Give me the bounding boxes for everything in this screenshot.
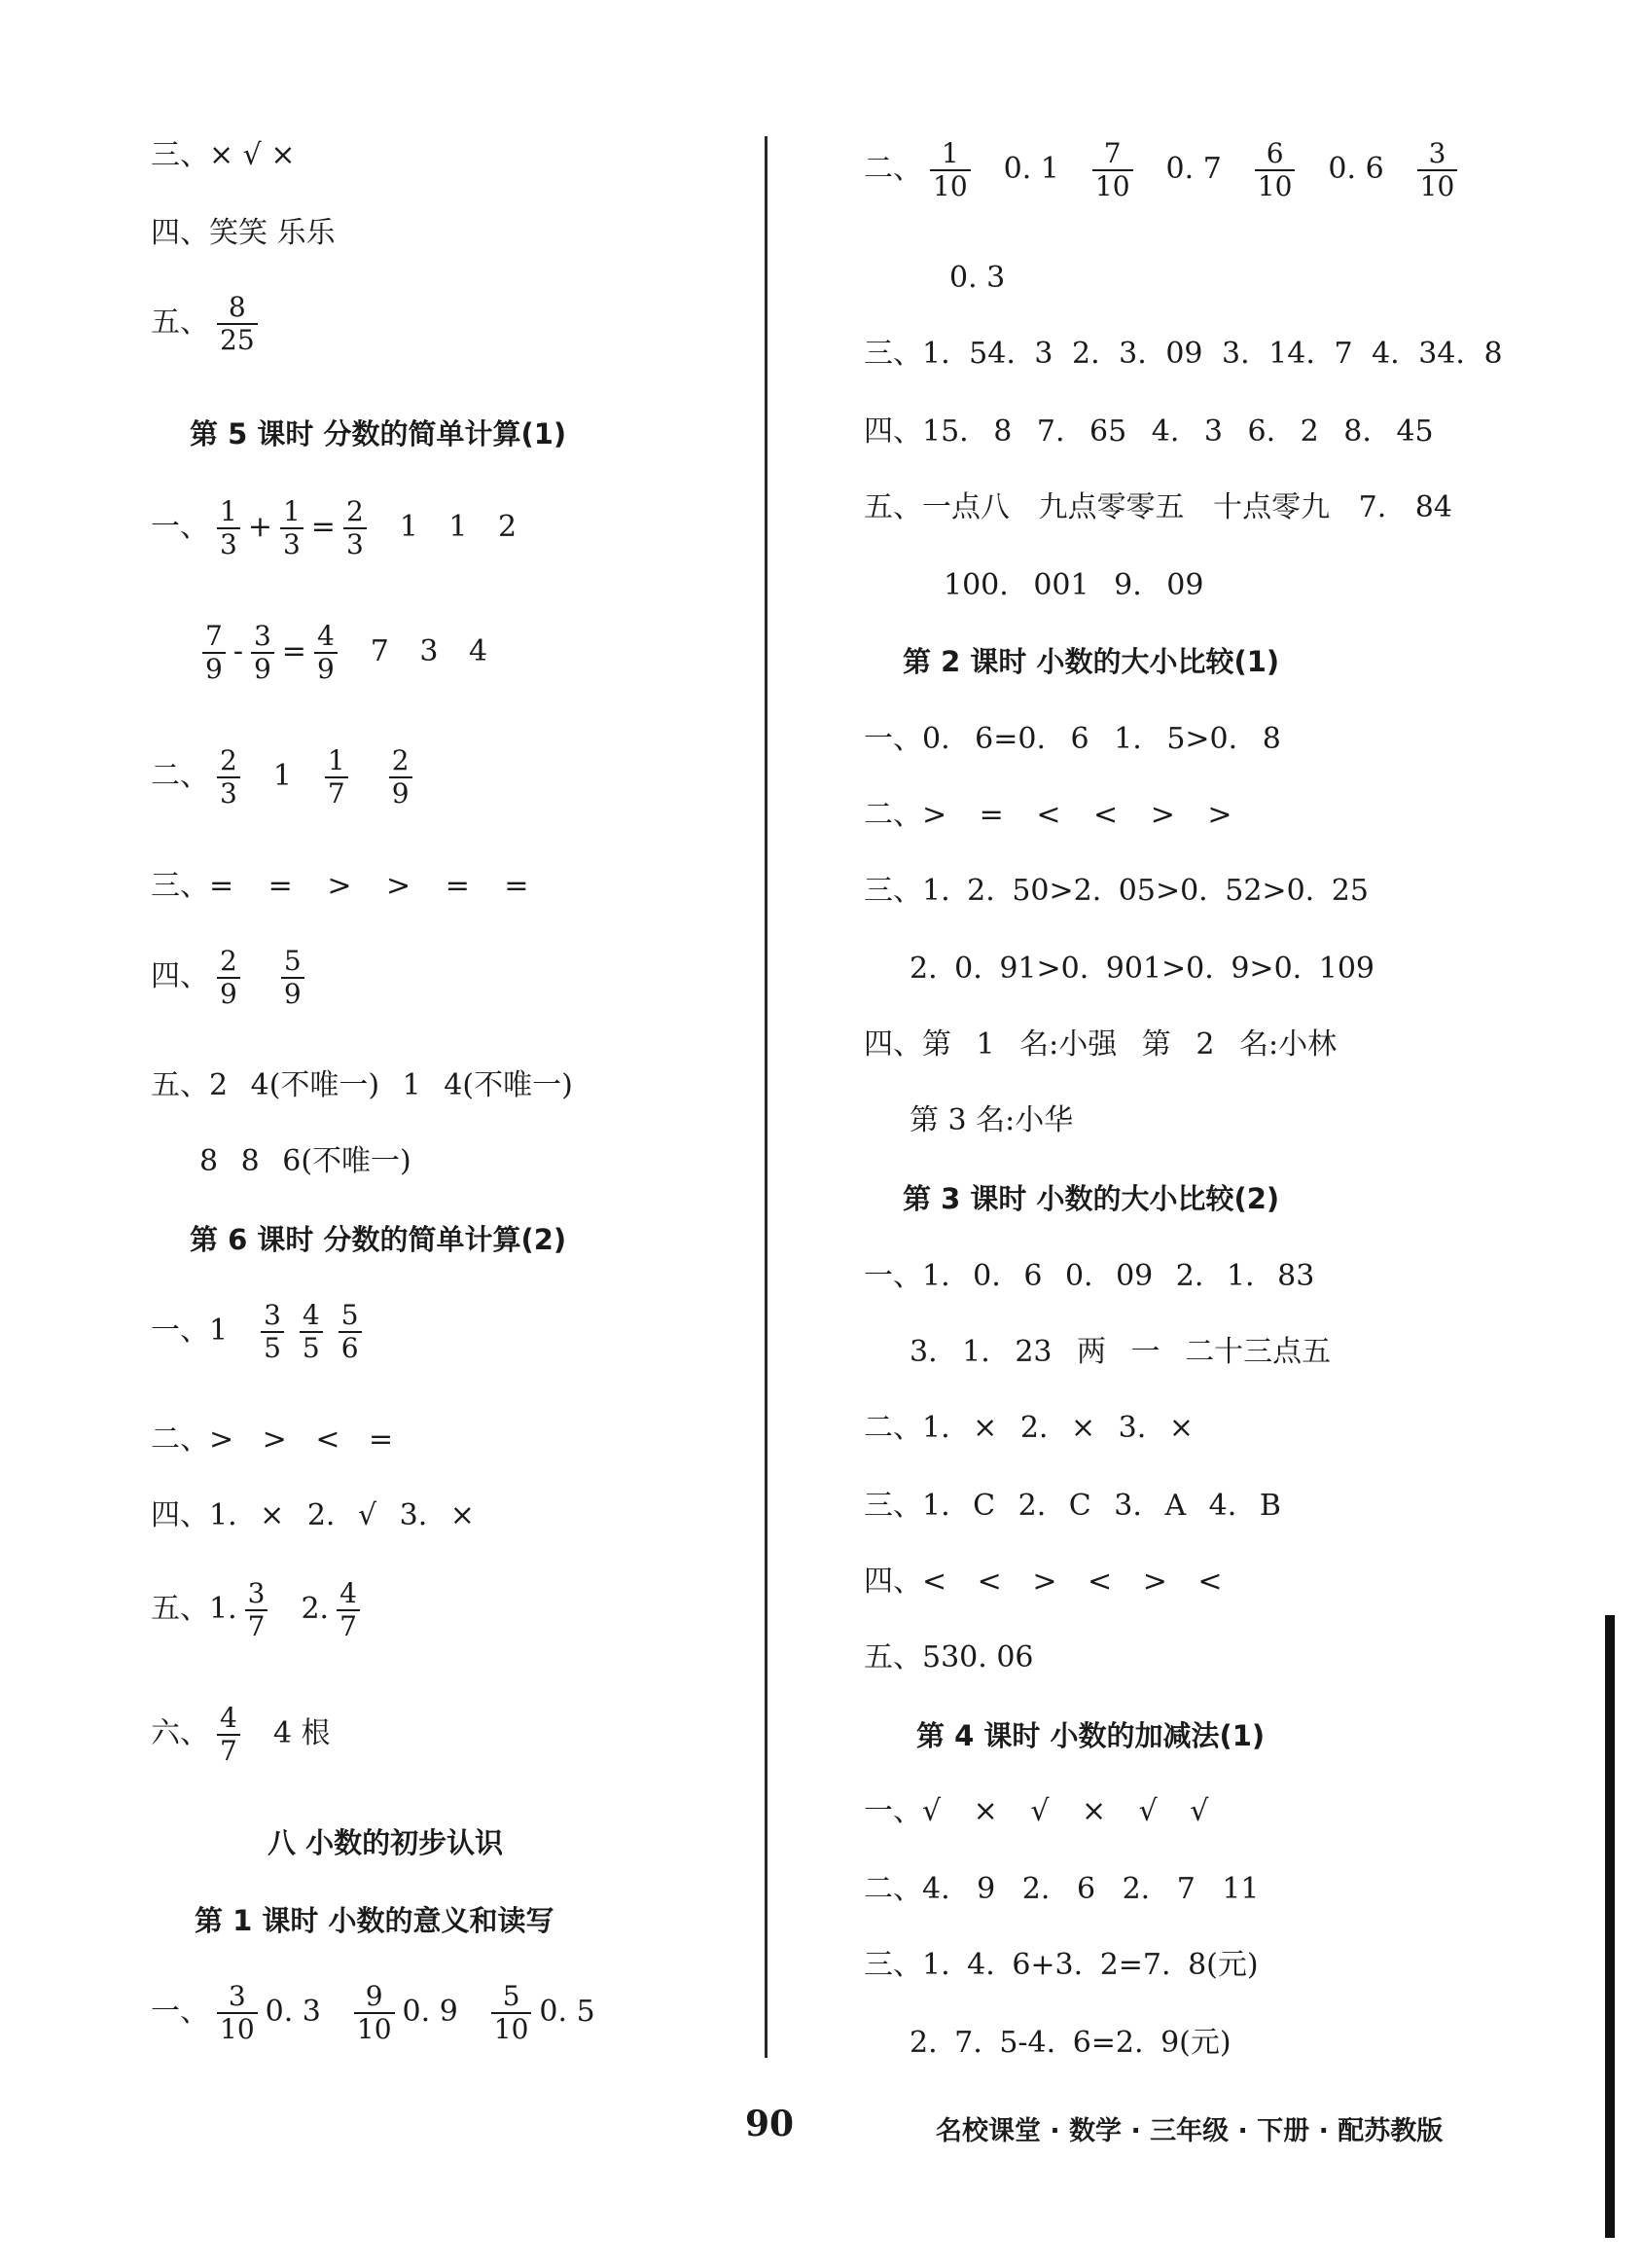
lesson-heading-c3: 第 3 课时 小数的大小比较(2) [903,1182,1280,1215]
answer-c4-san-2: 2. 7. 5-4. 6=2. 9(元) [910,2026,1232,2060]
answer-c2-si-2: 第 3 名:小华 [910,1103,1074,1137]
lesson-heading-c1: 第 1 课时 小数的意义和读写 [195,1904,554,1937]
answer-c2-san-1: 三、1. 2. 50>2. 05>0. 52>0. 25 [864,874,1369,908]
lesson-heading-6: 第 6 课时 分数的简单计算(2) [190,1223,567,1256]
answer-c3-yi-2: 3. 1. 23 两 一 二十三点五 [910,1335,1332,1369]
answer-h5-san: 三、= = > > = = [151,869,529,903]
answer-c2-si-1: 四、第 1 名:小强 第 2 名:小林 [864,1027,1338,1062]
lesson-heading-c4: 第 4 课时 小数的加减法(1) [916,1719,1266,1752]
answer-c1-wu-1: 五、一点八 九点零零五 十点零九 7. 84 [864,490,1452,524]
lesson-heading-5: 第 5 课时 分数的简单计算(1) [190,417,567,450]
answer-c1-wu-2: 100. 001 9. 09 [944,568,1204,602]
answer-c4-yi: 一、√ × √ × √ √ [864,1794,1209,1828]
answer-si: 四、笑笑 乐乐 [151,216,336,250]
column-divider [765,136,767,2058]
unit-heading: 八 小数的初步认识 [268,1826,504,1859]
answer-h6-yi: 一、1 $\frac{3}{5}$ $\frac{4}{5}$ $\frac{5}{6}$ [151,1300,370,1364]
answer-wu [151,292,266,356]
answer-h6-si: 四、1. × 2. √ 3. × [151,1498,475,1532]
answer-c1-si: 四、15. 8 7. 65 4. 3 6. 2 8. 45 [864,414,1434,449]
answer-c4-san-1: 三、1. 4. 6+3. 2=7. 8(元) [864,1948,1259,1982]
answer-c3-er: 二、1. × 2. × 3. × [864,1411,1194,1445]
answer-h5-wu-1: 五、2 4(不唯一) 1 4(不唯一) [151,1068,573,1102]
answer-h5-yi-2: $\frac{7}{9}$ - $\frac{3}{9}$ = $\frac{4}{9}$ 7 3 4 [195,621,487,685]
answer-c3-si: 四、< < > < > < [864,1565,1223,1599]
answer-san: 三、× √ × [151,138,296,172]
answer-c1-er-cont: 0. 3 [949,261,1006,295]
lesson-heading-c2: 第 2 课时 小数的大小比较(1) [903,645,1280,678]
answer-c3-wu: 五、530. 06 [864,1640,1034,1674]
answer-c1-er: 二、 $\frac{1}{10}$ 0. 1 $\frac{7}{10}$ 0. 7 $\frac{6}{10}$ 0. 6 $\frac{3}{10}$ [864,138,1465,202]
answer-h6-er: 二、> > < = [151,1422,394,1457]
page-edge-bar [1605,1615,1615,2238]
answer-c1-yi: 一、 $\frac{3}{10}$ 0. 3 $\frac{9}{10}$ 0. 9 $\frac{5}{10}$ 0. 5 [151,1980,595,2045]
answer-c2-yi: 一、0. 6=0. 6 1. 5>0. 8 [864,722,1281,756]
book-title-footer: 名校课堂 · 数学 · 三年级 · 下册 · 配苏教版 [936,2116,1444,2146]
answer-prefix: 五、 [151,306,209,340]
answer-c2-san-2: 2. 0. 91>0. 901>0. 9>0. 109 [910,952,1374,986]
answer-c1-san: 三、1. 54. 3 2. 3. 09 3. 14. 7 4. 34. 8 [864,337,1503,371]
answer-h5-si: 四、 $\frac{2}{9}$ $\frac{5}{9}$ [151,946,312,1010]
answer-h5-wu-2: 8 8 6(不唯一) [199,1144,411,1178]
answer-c3-yi-1: 一、1. 0. 6 0. 09 2. 1. 83 [864,1259,1315,1293]
answer-h5-yi-1: 一、 $\frac{1}{3}$ + $\frac{1}{3}$ = $\frac{2}{3}$ 1 1 2 [151,495,518,560]
page-number: 90 [745,2104,795,2144]
answer-c4-er: 二、4. 9 2. 6 2. 7 11 [864,1872,1260,1906]
fraction: $\frac{8}{25}$ [217,292,258,356]
answer-c3-san: 三、1. C 2. C 3. A 4. B [864,1489,1281,1523]
answer-c2-er: 二、> = < < > > [864,798,1232,832]
answer-h6-liu: 六、 $\frac{4}{7}$ 4 根 [151,1702,331,1767]
answer-h5-er: 二、 $\frac{2}{3}$ 1 $\frac{1}{7}$ $\frac{2}{9}$ [151,745,420,810]
answer-h6-wu: 五、1. $\frac{3}{7}$ 2. $\frac{4}{7}$ [151,1578,368,1642]
